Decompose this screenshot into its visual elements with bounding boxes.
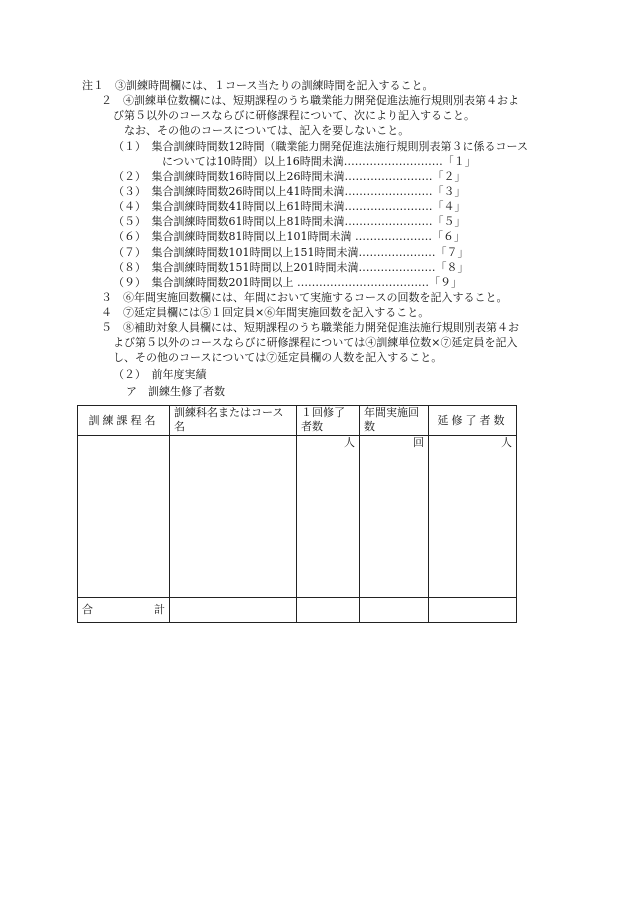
note-2-item-2: （２） 集合訓練時間数16時間以上26時間未満……………………「２」 [113,170,466,183]
note-4: ４ ⑦延定員欄には⑤１回定員×⑥年間実施回数を記入すること。 [101,306,430,319]
note-2-item-8: （８） 集合訓練時間数151時間以上201時間未満…………………「８」 [113,261,469,274]
total-row [78,598,517,623]
subsection-heading: ア 訓練生修了者数 [126,385,225,398]
note-2-item-3: （３） 集合訓練時間数26時間以上41時間未満……………………「３」 [113,185,466,198]
header-annual-runs: 年間実施回数 [360,406,429,436]
note-5-cont-2: し、その他のコースについては⑦延定員欄の人数を記入すること。 [113,351,443,364]
table-body-row [78,436,517,598]
note-2-item-9: （９） 集合訓練時間数201時間以上 ………………………………「９」 [113,276,462,289]
unit-persons: 人 [297,436,360,598]
unit-times: 回 [360,436,429,598]
note-2-item-1-cont: については10時間）以上16時間未満………………………「１」 [162,155,476,168]
section-heading: （２） 前年度実績 [113,368,207,381]
cell-course-name [170,436,297,598]
note-2-item-4: （４） 集合訓練時間数41時間以上61時間未満……………………「４」 [113,200,466,213]
header-completers-per-run: １回修了者数 [297,406,360,436]
note-5: ５ ⑧補助対象人員欄には、短期課程のうち職業能力開発促進法施行規則別表第４お [101,321,519,334]
table-header-row [78,406,517,436]
total-annual-runs [360,598,429,623]
note-5-cont-1: よび第５以外のコースならびに研修課程については④訓練単位数×⑦延定員を記入 [113,336,518,349]
cell-course-type [78,436,170,598]
trainee-table [77,405,517,623]
note-2-item-7: （７） 集合訓練時間数101時間以上151時間未満…………………「７」 [113,246,469,259]
header-course-name: 訓練科名またはコース名 [170,406,297,436]
note-2-item-5: （５） 集合訓練時間数61時間以上81時間未満……………………「５」 [113,215,466,228]
note-2-item-1: （１） 集合訓練時間数12時間（職業能力開発促進法施行規則別表第３に係るコース [113,140,528,153]
total-label [78,598,170,623]
note-2: ２ ④訓練単位数欄には、短期課程のうち職業能力開発促進法施行規則別表第４およ [101,94,519,107]
note-3: ３ ⑥年間実施回数欄には、年間において実施するコースの回数を記入すること。 [101,291,508,304]
note-2-item-6: （６） 集合訓練時間数81時間以上101時間未満 …………………「６」 [113,230,465,243]
note-2-aside: なお、その他のコースについては、記入を要しないこと。 [124,124,410,137]
note-1: 注１ ③訓練時間欄には、１コース当たりの訓練時間を記入すること。 [82,79,434,92]
header-course-type: 訓練課程名 [78,406,170,436]
total-label-right: 計 [154,603,165,616]
header-total-completers: 延修了者数 [429,406,517,436]
total-label-left: 合 [82,603,93,616]
unit-persons-total: 人 [429,436,517,598]
note-2-cont: び第５以外のコースならびに研修課程について、次により記入すること。 [113,109,476,122]
total-completers-per-run [297,598,360,623]
total-completers [429,598,517,623]
total-course-name [170,598,297,623]
